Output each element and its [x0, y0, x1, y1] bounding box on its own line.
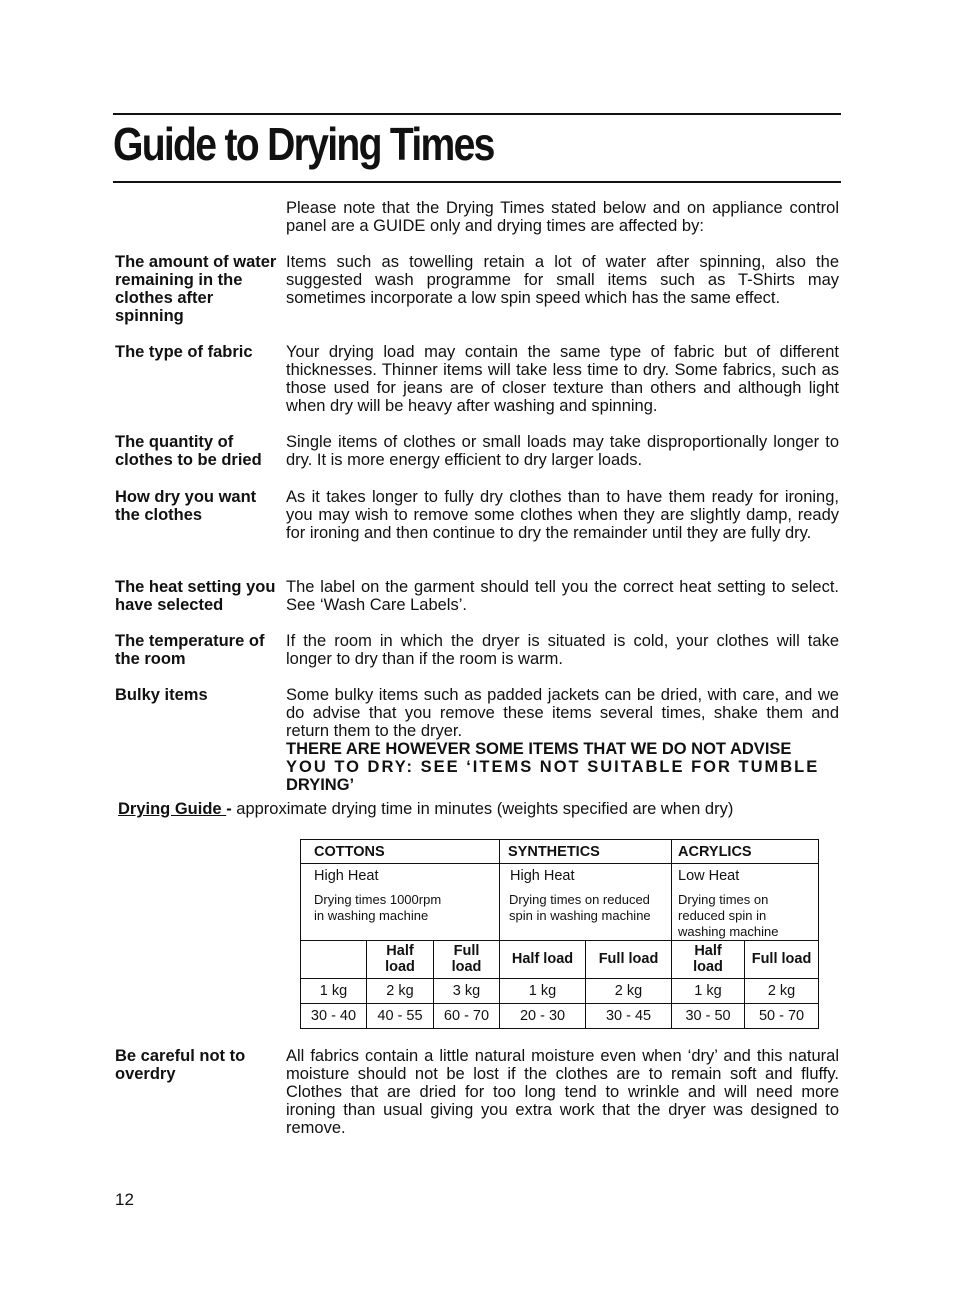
weight-cell: 2 kg	[745, 978, 819, 1003]
drying-guide-caption	[118, 799, 733, 819]
group-name-synthetics: SYNTHETICS	[500, 840, 672, 864]
factor-block-bulky	[286, 686, 839, 794]
factor-label-bulky: Bulky items	[115, 686, 208, 704]
weight-cell: 1 kg	[301, 978, 367, 1003]
weight-cell: 1 kg	[500, 978, 586, 1003]
time-cell: 30 - 40	[301, 1003, 367, 1028]
drying-times-table	[300, 839, 819, 1029]
load-header: Full load	[745, 940, 819, 978]
factor-text-temperature: If the room in which the dryer is situated is cold, your clothes will take longer to dry than if the room is warm.	[286, 632, 839, 668]
time-cell: 30 - 50	[672, 1003, 745, 1028]
group-note-acrylics: Drying times on reduced spin in washing machine	[672, 888, 819, 941]
warning-line-3: DRYING’	[286, 776, 355, 794]
overdry-text: All fabrics contain a little natural moisture even when ‘dry’ and this natural moisture should not be lost if the clothes are to remain soft and fluffy. Clothes that are dried for too long tend to wrinkle and will need more ironing than usual giving you extra work that the dryer was designed to remove.	[286, 1047, 839, 1137]
factor-text-heat: The label on the garment should tell you the correct heat setting to select. See ‘Wash Care Labels’.	[286, 578, 839, 614]
weight-cell: 2 kg	[586, 978, 672, 1003]
warning-line-2: YOU TO DRY: SEE ‘ITEMS NOT SUITABLE FOR TUMBLE	[286, 758, 820, 776]
group-name-acrylics: ACRYLICS	[672, 840, 819, 864]
warning-line-1: THERE ARE HOWEVER SOME ITEMS THAT WE DO NOT ADVISE	[286, 740, 792, 758]
group-note-cottons: Drying times 1000rpm in washing machine	[301, 888, 500, 941]
weight-cell: 3 kg	[434, 978, 500, 1003]
factor-label-dryness: How dry you want the clothes	[115, 488, 257, 524]
load-header: Full load	[434, 940, 500, 978]
factor-text-water: Items such as towelling retain a lot of water after spinning, also the suggested wash programme for small items such as T-Shirts may sometimes incorporate a low spin speed which has the same effect.	[286, 253, 839, 307]
page-title: Guide to Drying Times	[113, 118, 494, 170]
time-cell: 20 - 30	[500, 1003, 586, 1028]
factor-text-quantity: Single items of clothes or small loads may take disproportionally longer to dry. It is more energy efficient to dry larger loads.	[286, 433, 839, 469]
load-header: Half load	[367, 940, 434, 978]
time-cell: 60 - 70	[434, 1003, 500, 1028]
factor-label-water: The amount of water remaining in the clothes after spinning	[115, 253, 277, 325]
factor-label-heat: The heat setting you have selected	[115, 578, 276, 614]
load-header: Half load	[672, 940, 745, 978]
factor-label-quantity: The quantity of clothes to be dried	[115, 433, 262, 469]
title-underline	[113, 181, 841, 183]
factor-label-temperature: The temperature of the room	[115, 632, 265, 668]
group-note-synthetics: Drying times on reduced spin in washing machine	[500, 888, 672, 941]
group-heat-cottons: High Heat	[301, 864, 500, 888]
intro-text: Please note that the Drying Times stated below and on appliance control panel are a GUIDE only and drying times are affected by:	[286, 199, 839, 235]
group-name-cottons: COTTONS	[301, 840, 500, 864]
load-header	[301, 940, 367, 978]
time-cell: 40 - 55	[367, 1003, 434, 1028]
factor-text-bulky: Some bulky items such as padded jackets can be dried, with care, and we do advise that you remove these items several times, shake them and return them to the dryer.	[286, 686, 839, 740]
drying-guide-heading: Drying Guide	[118, 800, 227, 818]
drying-guide-dash: -	[226, 800, 232, 818]
load-header: Half load	[500, 940, 586, 978]
drying-guide-description: approximate drying time in minutes (weights specified are when dry)	[231, 800, 734, 818]
load-header: Full load	[586, 940, 672, 978]
top-rule	[113, 113, 841, 115]
group-heat-synthetics: High Heat	[500, 864, 672, 888]
factor-text-dryness: As it takes longer to fully dry clothes than to have them ready for ironing, you may wish to remove some clothes when they are slightly damp, ready for ironing and then continue to dry the remainder until they are fully dry.	[286, 488, 839, 542]
factor-text-fabric: Your drying load may contain the same type of fabric but of different thicknesses. Thinner items will take less time to dry. Some fabrics, such as those used for jeans are of closer texture than others and although light when dry will be heavy after washing and spinning.	[286, 343, 839, 415]
group-heat-acrylics: Low Heat	[672, 864, 819, 888]
time-cell: 50 - 70	[745, 1003, 819, 1028]
factor-label-fabric: The type of fabric	[115, 343, 253, 361]
time-cell: 30 - 45	[586, 1003, 672, 1028]
overdry-label: Be careful not to overdry	[115, 1047, 246, 1083]
page-number: 12	[115, 1190, 134, 1209]
weight-cell: 2 kg	[367, 978, 434, 1003]
weight-cell: 1 kg	[672, 978, 745, 1003]
